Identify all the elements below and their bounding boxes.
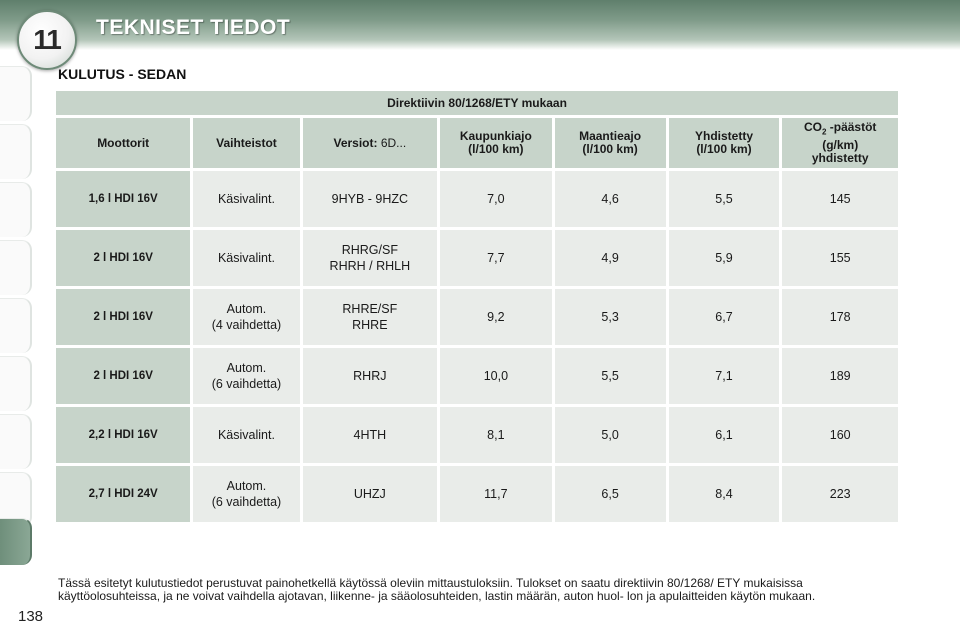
gearbox-cell-text: Autom. — [226, 479, 267, 493]
extra-urban-cell-text: 6,5 — [601, 487, 619, 501]
urban-cell-text: 11,7 — [484, 487, 508, 501]
header-extra-urban-unit: (l/100 km) — [582, 142, 638, 156]
chapter-tab[interactable] — [0, 356, 32, 411]
extra-urban-cell-text: 5,3 — [601, 310, 619, 324]
footnote: Tässä esitetyt kulutustiedot perustuvat painohetkellä käytössä oleviin mittaustuloksiin. Tulokset on saatu direktiivin 80/1268/ ETY mukaisissa käyttöolosuhteissa, ja ne voivat vaihdella ajotavan, liikenne- ja sääolosuhteiden, lastin määrän, auton huol- lon ja apulaitteiden käytön mukaan. — [58, 576, 816, 603]
chapter-tab-strip — [0, 66, 34, 566]
combined-cell — [669, 230, 780, 286]
urban-cell-text: 7,0 — [487, 192, 505, 206]
urban-cell — [440, 348, 551, 404]
engine-cell-text: 2 l HDI 16V — [93, 370, 153, 382]
table-caption: Direktiivin 80/1268/ETY mukaan — [56, 91, 898, 115]
version-cell-text: UHZJ — [353, 487, 386, 501]
version-cell — [303, 289, 438, 345]
gearbox-cell-text: (6 vaihdetta) — [211, 377, 282, 391]
co2-cell — [782, 171, 898, 227]
header-extra-urban-title: Maantieajo — [579, 129, 642, 143]
gearbox-cell — [193, 230, 299, 286]
chapter-tab[interactable] — [0, 414, 32, 469]
chapter-tab[interactable] — [0, 182, 32, 237]
chapter-badge — [17, 10, 77, 70]
engine-cell — [56, 230, 190, 286]
extra-urban-cell — [555, 171, 666, 227]
urban-cell-text: 7,7 — [487, 251, 505, 265]
gearbox-cell-text: Käsivalint. — [217, 428, 275, 442]
header-urban-unit: (l/100 km) — [468, 142, 524, 156]
engine-cell — [56, 407, 190, 463]
table-row — [56, 407, 898, 463]
urban-cell — [440, 407, 551, 463]
chapter-tab[interactable] — [0, 240, 32, 295]
co2-cell-text: 155 — [829, 251, 851, 265]
combined-cell — [669, 466, 780, 522]
header-co2 — [782, 118, 898, 168]
gearbox-cell — [193, 171, 299, 227]
engine-cell — [56, 171, 190, 227]
header-combined — [669, 118, 780, 168]
co2-cell — [782, 230, 898, 286]
table-header-row — [56, 118, 898, 168]
engine-cell — [56, 466, 190, 522]
gearbox-cell-text: Käsivalint. — [217, 251, 275, 265]
header-gearbox: Vaihteistot — [193, 118, 299, 168]
combined-cell-text: 5,9 — [715, 251, 733, 265]
engine-cell-text: 2 l HDI 16V — [93, 311, 153, 323]
combined-cell — [669, 289, 780, 345]
engine-cell — [56, 348, 190, 404]
urban-cell-text: 10,0 — [483, 369, 509, 383]
version-cell-text: RHRG/SF — [341, 243, 398, 257]
extra-urban-cell — [555, 466, 666, 522]
chapter-tab[interactable] — [0, 66, 32, 121]
combined-cell-text: 5,5 — [715, 192, 733, 206]
co2-cell — [782, 466, 898, 522]
co2-cell-text: 189 — [829, 369, 851, 383]
extra-urban-cell — [555, 289, 666, 345]
co2-cell — [782, 289, 898, 345]
header-version — [303, 118, 438, 168]
extra-urban-cell-text: 5,5 — [601, 369, 619, 383]
co2-cell-text: 223 — [829, 487, 851, 501]
co2-cell — [782, 407, 898, 463]
chapter-number: 11 — [33, 24, 61, 55]
engine-cell — [56, 289, 190, 345]
version-cell — [303, 466, 438, 522]
version-cell — [303, 348, 438, 404]
engine-cell-text: 2,2 l HDI 16V — [88, 429, 158, 441]
co2-cell-text: 145 — [829, 192, 851, 206]
version-cell-text: RHRH / RHLH — [329, 259, 411, 273]
header-co2-unit: (g/km) — [822, 137, 859, 152]
gearbox-cell-text: (4 vaihdetta) — [211, 318, 282, 332]
combined-cell-text: 6,1 — [715, 428, 733, 442]
extra-urban-cell — [555, 230, 666, 286]
version-cell-text: RHRE/SF — [342, 302, 398, 316]
engine-cell-text: 2,7 l HDI 24V — [88, 488, 158, 500]
urban-cell — [440, 466, 551, 522]
version-cell-text: 4HTH — [353, 428, 387, 442]
page-title: TEKNISET TIEDOT — [96, 16, 291, 39]
urban-cell-text: 8,1 — [487, 428, 505, 442]
header-co2-suffix: -päästöt — [826, 120, 877, 135]
combined-cell — [669, 407, 780, 463]
gearbox-cell-text: Käsivalint. — [217, 192, 275, 206]
header-version-label: Versiot: — [333, 135, 378, 150]
version-cell — [303, 171, 438, 227]
extra-urban-cell — [555, 407, 666, 463]
header-urban — [440, 118, 551, 168]
table-row — [56, 348, 898, 404]
consumption-table — [53, 88, 901, 525]
header-co2-subscript: 2 — [821, 127, 827, 137]
chapter-tab[interactable] — [0, 298, 32, 353]
chapter-tab-active[interactable] — [0, 518, 32, 565]
combined-cell — [669, 348, 780, 404]
gearbox-cell-text: (6 vaihdetta) — [211, 495, 282, 509]
table-row — [56, 171, 898, 227]
header-co2-prefix: CO — [803, 120, 822, 135]
extra-urban-cell-text: 4,9 — [601, 251, 619, 265]
extra-urban-cell — [555, 348, 666, 404]
combined-cell-text: 6,7 — [715, 310, 733, 324]
gearbox-cell — [193, 407, 299, 463]
header-engine: Moottorit — [56, 118, 190, 168]
gearbox-cell — [193, 348, 299, 404]
chapter-tab[interactable] — [0, 124, 32, 179]
header-co2-note: yhdistetty — [811, 150, 869, 165]
urban-cell-text: 9,2 — [487, 310, 505, 324]
engine-cell-text: 1,6 l HDI 16V — [88, 193, 158, 205]
urban-cell — [440, 230, 551, 286]
extra-urban-cell-text: 4,6 — [601, 192, 619, 206]
table-row — [56, 466, 898, 522]
version-cell-text: 9HYB - 9HZC — [331, 192, 409, 206]
version-cell-text: RHRJ — [353, 369, 387, 383]
urban-cell — [440, 171, 551, 227]
table-row — [56, 289, 898, 345]
section-title: KULUTUS - SEDAN — [58, 66, 187, 82]
combined-cell — [669, 171, 780, 227]
version-cell — [303, 230, 438, 286]
co2-cell — [782, 348, 898, 404]
header-combined-title: Yhdistetty — [694, 129, 753, 143]
gearbox-cell — [193, 289, 299, 345]
header-version-value: 6D... — [380, 135, 407, 150]
gearbox-cell-text: Autom. — [226, 302, 267, 316]
gearbox-cell-text: Autom. — [226, 361, 267, 375]
page-number: 138 — [18, 608, 44, 625]
co2-cell-text: 160 — [829, 428, 851, 442]
table-row — [56, 230, 898, 286]
gearbox-cell — [193, 466, 299, 522]
header-urban-title: Kaupunkiajo — [459, 129, 532, 143]
extra-urban-cell-text: 5,0 — [601, 428, 619, 442]
combined-cell-text: 7,1 — [715, 369, 733, 383]
version-cell-text: RHRE — [352, 318, 388, 332]
urban-cell — [440, 289, 551, 345]
co2-cell-text: 178 — [829, 310, 851, 324]
header-extra-urban — [555, 118, 666, 168]
engine-cell-text: 2 l HDI 16V — [93, 252, 153, 264]
header-combined-unit: (l/100 km) — [696, 142, 752, 156]
version-cell — [303, 407, 438, 463]
combined-cell-text: 8,4 — [715, 487, 733, 501]
